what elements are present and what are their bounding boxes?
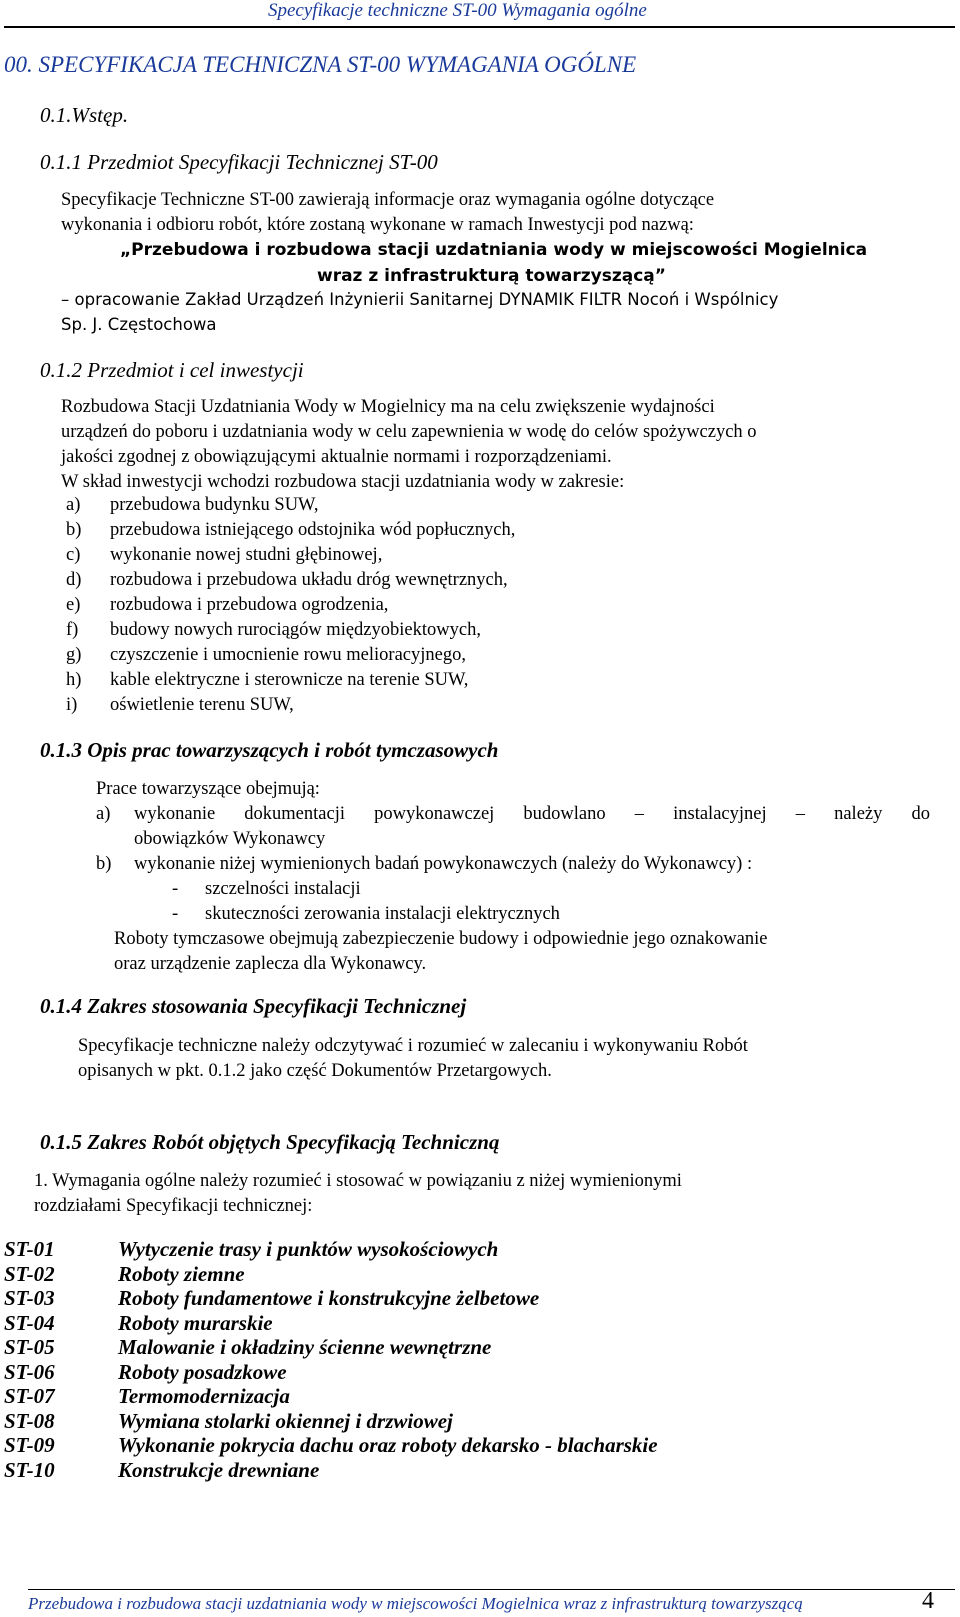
st-code: ST-03 [4,1286,55,1310]
section-0-1-4-heading: 0.1.4 Zakres stosowania Specyfikacji Technicznej [40,994,467,1018]
author-line2: Sp. J. Częstochowa [61,315,217,334]
st-code: ST-04 [4,1311,55,1335]
st-title: Wykonanie pokrycia dachu oraz roboty dekarsko - blacharskie [118,1433,658,1457]
project-name-line1: „Przebudowa i rozbudowa stacji uzdatniania wody w miejscowości Mogielnica [120,240,868,260]
st-title: Wymiana stolarki okiennej i drzwiowej [118,1409,453,1433]
st-title: Malowanie i okładziny ścienne wewnętrzne [118,1335,492,1359]
st-row [4,1311,273,1336]
s013-b-letter: b) [96,854,112,874]
s013-b-sub1: szczelności instalacji [205,879,361,899]
st-title: Roboty posadzkowe [118,1360,287,1384]
list-item: e) rozbudowa i przebudowa ogrodzenia, [66,595,389,615]
st-title: Roboty ziemne [118,1262,245,1286]
s013-intro: Prace towarzyszące obejmują: [96,779,320,799]
st-row [4,1237,499,1262]
s013-b-line1: wykonanie niżej wymienionych badań powykonawczych (należy do Wykonawcy) : [134,854,753,874]
s013-temp-line1: Roboty tymczasowe obejmują zabezpieczenie budowy i odpowiednie jego oznakowanie [114,929,768,949]
section-0-1-2-heading: 0.1.2 Przedmiot i cel inwestycji [40,358,304,382]
s012-para-line2: urządzeń do poboru i uzdatniania wody w celu zapewnienia w wodę do celów spożywczych o [61,422,757,442]
s013-a-letter: a) [96,804,111,824]
section-0-1-3-heading: 0.1.3 Opis prac towarzyszących i robót tymczasowych [40,738,499,762]
list-item: i) oświetlenie terenu SUW, [66,695,294,715]
running-footer: Przebudowa i rozbudowa stacji uzdatniania wody w miejscowości Mogielnica wraz z infrastrukturą towarzyszącą [28,1594,803,1613]
list-item: h) kable elektryczne i sterownicze na terenie SUW, [66,670,469,690]
project-name-line2: wraz z infrastrukturą towarzyszącą” [317,266,666,286]
s012-para-line3: jakości zgodnej z obowiązującymi aktualnie normami i rozporządzeniami. [61,447,612,467]
st-code: ST-08 [4,1409,55,1433]
footer-rule [28,1589,955,1590]
list-item: f) budowy nowych rurociągów międzyobiektowych, [66,620,481,640]
s011-line1: Specyfikacje Techniczne ST-00 zawierają informacje oraz wymagania ogólne dotyczące [61,190,715,210]
st-title: Roboty fundamentowe i konstrukcyjne żelbetowe [118,1286,540,1310]
st-row [4,1360,287,1385]
author-line1: – opracowanie Zakład Urządzeń Inżynierii Sanitarnej DYNAMIK FILTR Nocoń i Wspólnicy [61,290,779,309]
s014-line1: Specyfikacje techniczne należy odczytywać i rozumieć w zalecaniu i wykonywaniu Robót [78,1036,748,1056]
s013-a-line2: obowiązków Wykonawcy [134,829,326,849]
st-code: ST-05 [4,1335,55,1359]
list-item: c) wykonanie nowej studni głębinowej, [66,545,383,565]
st-row [4,1433,658,1458]
section-0-1-1-heading: 0.1.1 Przedmiot Specyfikacji Technicznej ST-00 [40,150,438,174]
list-item: g) czyszczenie i umocnienie rowu melioracyjnego, [66,645,466,665]
section-0-1-5-heading: 0.1.5 Zakres Robót objętych Specyfikacją Techniczną [40,1130,500,1154]
st-title: Konstrukcje drewniane [118,1458,320,1482]
s015-line1: 1. Wymagania ogólne należy rozumieć i stosować w powiązaniu z niżej wymienionymi [34,1171,682,1191]
st-code: ST-01 [4,1237,55,1261]
list-item: a) przebudowa budynku SUW, [66,495,319,515]
st-row [4,1335,492,1360]
list-item: b) przebudowa istniejącego odstojnika wód popłucznych, [66,520,516,540]
s013-temp-line2: oraz urządzenie zaplecza dla Wykonawcy. [114,954,427,974]
s012-para-line1: Rozbudowa Stacji Uzdatniania Wody w Mogielnicy ma na celu zwiększenie wydajności [61,397,715,417]
st-code: ST-10 [4,1458,55,1482]
page-number: 4 [922,1588,934,1614]
s012-scope-intro: W skład inwestycji wchodzi rozbudowa stacji uzdatniania wody w zakresie: [61,472,625,492]
document-title: 00. SPECYFIKACJA TECHNICZNA ST-00 WYMAGANIA OGÓLNE [4,52,637,77]
st-title: Termomodernizacja [118,1384,290,1408]
s015-line2: rozdziałami Specyfikacji technicznej: [34,1196,313,1216]
st-row [4,1409,453,1434]
st-row [4,1458,320,1483]
s011-line2: wykonania i odbioru robót, które zostaną wykonane w ramach Inwestycji pod nazwą: [61,215,694,235]
st-code: ST-07 [4,1384,55,1408]
st-row [4,1384,290,1409]
s014-line2: opisanych w pkt. 0.1.2 jako część Dokumentów Przetargowych. [78,1061,552,1081]
s013-a-line1: wykonanie dokumentacji powykonawczej budowlano – instalacyjnej – należy do [134,804,930,824]
st-row [4,1262,245,1287]
list-item: d) rozbudowa i przebudowa układu dróg wewnętrznych, [66,570,508,590]
st-code: ST-06 [4,1360,55,1384]
header-rule [4,26,955,28]
st-row [4,1286,540,1311]
st-title: Roboty murarskie [118,1311,273,1335]
s013-b-sub2-dash: - [172,904,179,924]
running-header: Specyfikacje techniczne ST-00 Wymagania ogólne [268,0,647,21]
st-code: ST-02 [4,1262,55,1286]
st-title: Wytyczenie trasy i punktów wysokościowych [118,1237,499,1261]
s013-b-sub2: skuteczności zerowania instalacji elektrycznych [205,904,560,924]
section-0-1-heading: 0.1.Wstęp. [40,103,129,127]
st-code: ST-09 [4,1433,55,1457]
s013-b-sub1-dash: - [172,879,179,899]
